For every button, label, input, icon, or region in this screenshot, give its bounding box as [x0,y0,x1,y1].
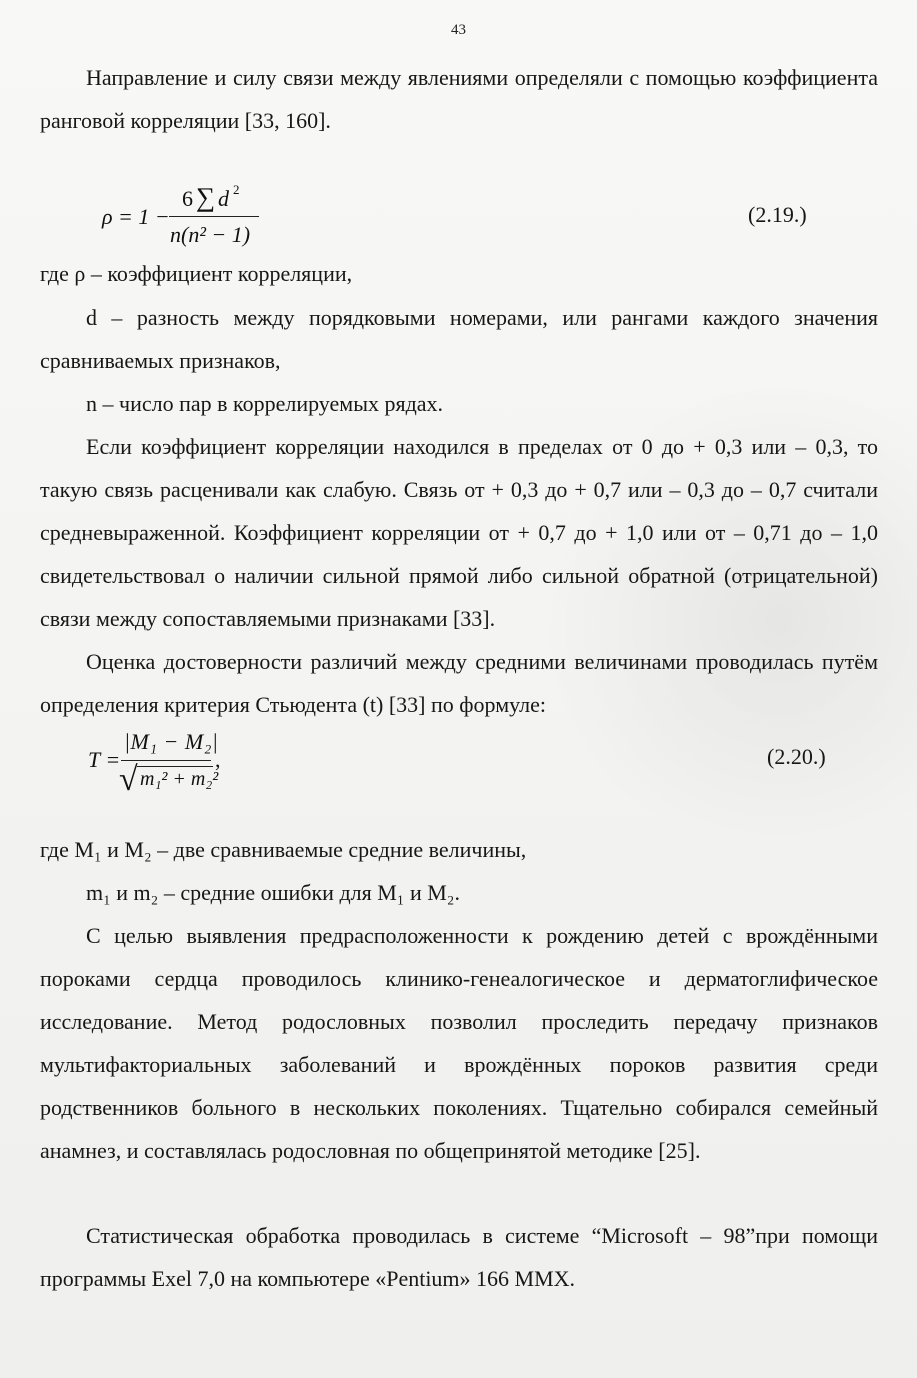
formula-2-sqrt-bar [137,766,213,767]
n-definition: n – число пар в коррелируемых рядах. [86,391,444,416]
spearman-formula [102,182,262,254]
formula-1-number: (2.19.) [748,202,807,227]
m-definition: m₁ и m₂ – средние ошибки для M₁ и M₂. [86,880,460,905]
genealogy-paragraph: С целью выявления предрасположенности к рождению детей с врождёнными пороками сердца проводилось клинико-генеалогическое и дерматоглифическое исследование. Метод родословных позволил проследить передачу признаков мультифакториальных заболеваний и врождённых пороков развития среди родственников больного в нескольких поколениях. Тщательно собирался семейный анамнез, и составлялась родословная по общепринятой методике [25]. [40,923,878,1163]
formula-1-fraction-bar [169,216,259,217]
formula-2-numerator: |M₁ − M₂| [124,729,219,754]
interpretation-paragraph: Если коэффициент корреляции находился в пределах от 0 до + 0,3 или – 0,3, то такую связь расценивали как слабую. Связь от + 0,3 до + 0,7 или – 0,3 до – 0,7 считали средневыраженной. Коэффициент корреляции от + 0,7 до + 1,0 или от – 0,71 до – 1,0 свидетельствовал о наличии сильной прямой либо сильной обратной (отрицательной) связи между сопоставляемыми признаками [33]. [40,434,878,631]
formula-2-number: (2.20.) [767,744,826,769]
statistics-paragraph: Статистическая обработка проводилась в системе “Microsoft – 98”при помощи программы Exel 7,0 на компьютере «Pentium» 166 MMX. [40,1223,878,1291]
page-number: 43 [451,22,466,38]
student-formula [88,729,238,799]
formula-2-lhs: T = [88,747,121,772]
formula-2-tail: , [215,747,221,772]
student-paragraph: Оценка достоверности различий между средними величинами проводилась путём определения критерия Стьюдента (t) [33] по формуле: [40,649,878,717]
formula-1-numerator-exp: 2 [233,182,240,197]
formula-2-denominator: m₁² + m₂² [140,768,219,790]
formula-1-numerator-coef: 6 [182,186,193,211]
d-definition: d – разность между порядковыми номерами, или рангами каждого значения сравниваемых признаков, [40,305,878,373]
formula-1-denominator: n(n² − 1) [170,222,251,247]
intro-paragraph: Направление и силу связи между явлениями определяли с помощью коэффициента ранговой корреляции [33, 160]. [40,65,878,133]
formula-2-sqrt-sign: √ [119,761,138,798]
rho-definition: где ρ – коэффициент корреляции, [40,261,353,286]
formula-1-lhs: ρ = 1 − [102,204,170,229]
M-definition: где M₁ и M₂ – две сравниваемые средние величины, [40,837,527,862]
formula-1-numerator-var: d [218,186,229,211]
formula-1-sum-symbol: ∑ [196,182,216,212]
